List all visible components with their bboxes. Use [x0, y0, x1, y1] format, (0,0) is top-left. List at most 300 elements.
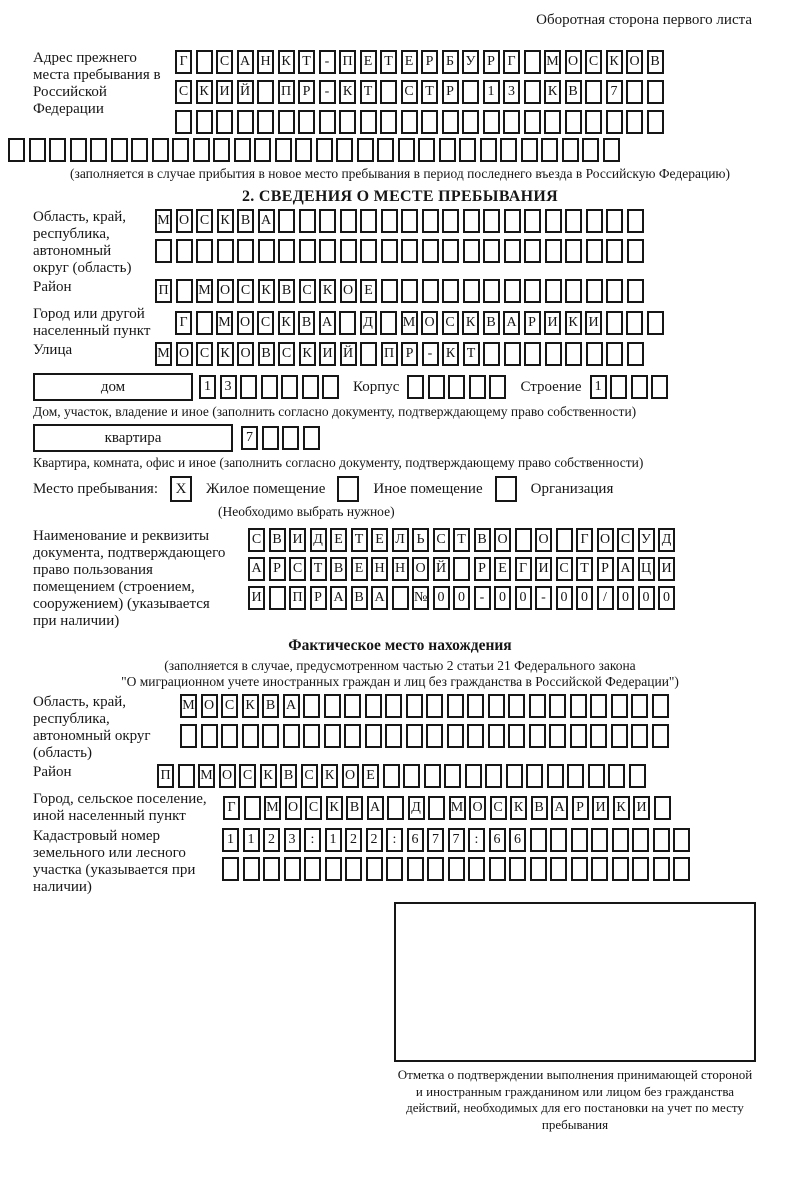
char-cell — [407, 857, 424, 881]
char-cell: П — [157, 764, 174, 788]
char-cell: К — [217, 209, 234, 233]
stay-option-label-other: Иное помещение — [373, 480, 483, 497]
char-cell — [281, 375, 298, 399]
char-cell: К — [278, 311, 295, 335]
korpus-boxes — [407, 375, 506, 399]
char-cell — [506, 764, 523, 788]
char-cell: В — [346, 796, 363, 820]
char-cell — [383, 764, 400, 788]
char-cell — [485, 764, 502, 788]
char-cell — [556, 528, 573, 552]
char-cell: О — [237, 311, 254, 335]
char-cell — [401, 110, 418, 134]
char-cell — [586, 342, 603, 366]
stay-option-label-organization: Организация — [530, 480, 614, 497]
char-cell — [632, 828, 649, 852]
char-cell — [653, 828, 670, 852]
char-cell — [339, 110, 356, 134]
char-cell: : — [304, 828, 321, 852]
actual-district-label: Район — [33, 764, 72, 780]
char-cell: А — [371, 586, 388, 610]
charbox-row — [222, 828, 690, 852]
char-cell: О — [597, 528, 614, 552]
actual-region-field — [33, 694, 800, 762]
char-cell: 1 — [199, 375, 216, 399]
char-cell — [631, 375, 648, 399]
char-cell — [550, 828, 567, 852]
char-cell: И — [633, 796, 650, 820]
char-cell — [8, 138, 25, 162]
char-cell — [647, 80, 664, 104]
char-cell: Г — [576, 528, 593, 552]
charbox-row — [175, 110, 664, 134]
char-cell: Р — [597, 557, 614, 581]
prev-address-boxes — [175, 50, 664, 134]
char-cell: И — [585, 311, 602, 335]
char-cell: П — [339, 50, 356, 74]
char-cell — [282, 426, 299, 450]
char-cell — [586, 279, 603, 303]
char-cell: П — [381, 342, 398, 366]
char-cell: П — [155, 279, 172, 303]
char-cell — [467, 694, 484, 718]
charbox-row — [248, 557, 675, 581]
char-cell — [357, 138, 374, 162]
char-cell — [626, 311, 643, 335]
char-cell: - — [319, 50, 336, 74]
char-cell: Е — [330, 528, 347, 552]
char-cell: В — [647, 50, 664, 74]
char-cell — [448, 857, 465, 881]
char-cell: С — [216, 50, 233, 74]
char-cell: В — [565, 80, 582, 104]
char-cell — [588, 764, 605, 788]
char-cell — [401, 279, 418, 303]
char-cell: Е — [494, 557, 511, 581]
char-cell — [565, 110, 582, 134]
char-cell: С — [196, 209, 213, 233]
char-cell: К — [339, 80, 356, 104]
char-cell: - — [535, 586, 552, 610]
charbox-row — [157, 764, 646, 788]
char-cell: Е — [360, 279, 377, 303]
char-cell — [526, 764, 543, 788]
char-cell: К — [462, 311, 479, 335]
cadastral-label: Кадастровый номер земельного или лесного участка (указывается при наличии) — [33, 828, 196, 895]
stay-option-checkbox-other — [337, 476, 359, 502]
char-cell — [263, 857, 280, 881]
char-cell: К — [260, 764, 277, 788]
char-cell: А — [330, 586, 347, 610]
char-cell — [465, 764, 482, 788]
char-cell: Н — [257, 50, 274, 74]
char-cell — [319, 110, 336, 134]
char-cell — [243, 857, 260, 881]
stamp-note: Отметка о подтверждении выполнения принимающей стороной и иностранным гражданином или лицом без гражданства действий, необходимых для его постановки на учет по месту пребывания — [397, 1067, 753, 1132]
char-cell — [325, 857, 342, 881]
char-cell: Й — [237, 80, 254, 104]
char-cell — [550, 857, 567, 881]
prev-address-field — [33, 50, 800, 134]
char-cell — [131, 138, 148, 162]
char-cell — [606, 342, 623, 366]
char-cell: : — [468, 828, 485, 852]
char-cell: О — [176, 342, 193, 366]
char-cell — [424, 764, 441, 788]
char-cell: 0 — [556, 586, 573, 610]
char-cell: Р — [401, 342, 418, 366]
char-cell — [234, 138, 251, 162]
char-cell: Р — [572, 796, 589, 820]
char-cell — [524, 110, 541, 134]
char-cell — [196, 239, 213, 263]
char-cell: Т — [298, 50, 315, 74]
char-cell: М — [401, 311, 418, 335]
char-cell — [193, 138, 210, 162]
char-cell: О — [340, 279, 357, 303]
char-cell — [489, 857, 506, 881]
char-cell: Е — [360, 50, 377, 74]
char-cell — [591, 857, 608, 881]
char-cell: А — [617, 557, 634, 581]
char-cell: И — [535, 557, 552, 581]
char-cell — [524, 279, 541, 303]
region-label: Область, край, республика, автономный округ (область) — [33, 209, 132, 276]
char-cell — [401, 239, 418, 263]
char-cell — [545, 239, 562, 263]
char-cell — [504, 342, 521, 366]
char-cell — [196, 110, 213, 134]
char-cell — [339, 311, 356, 335]
char-cell: И — [289, 528, 306, 552]
char-cell: О — [565, 50, 582, 74]
char-cell — [303, 724, 320, 748]
char-cell — [244, 796, 261, 820]
char-cell: В — [298, 311, 315, 335]
char-cell: П — [278, 80, 295, 104]
apartment-number-boxes — [241, 426, 320, 450]
char-cell — [196, 311, 213, 335]
char-cell — [524, 209, 541, 233]
char-cell — [336, 138, 353, 162]
apartment-note: Квартира, комната, офис и иное (заполнить согласно документу, подтверждающему право собственности) — [33, 455, 644, 470]
city-label: Город или другой населенный пункт — [33, 306, 151, 339]
char-cell — [530, 828, 547, 852]
char-cell — [462, 110, 479, 134]
actual-location-note-2: "О миграционном учете иностранных граждан и лиц без гражданства в Российской Федерации") — [121, 674, 679, 689]
char-cell: Й — [340, 342, 357, 366]
char-cell: 1 — [483, 80, 500, 104]
char-cell — [90, 138, 107, 162]
char-cell: М — [155, 342, 172, 366]
char-cell: О — [421, 311, 438, 335]
char-cell — [509, 857, 526, 881]
char-cell — [530, 857, 547, 881]
char-cell: К — [319, 279, 336, 303]
char-cell — [612, 828, 629, 852]
char-cell: 0 — [494, 586, 511, 610]
char-cell: Г — [175, 311, 192, 335]
char-cell — [545, 209, 562, 233]
char-cell — [176, 239, 193, 263]
house-number-boxes — [199, 375, 339, 399]
char-cell — [427, 857, 444, 881]
char-cell — [380, 80, 397, 104]
char-cell — [340, 209, 357, 233]
char-cell — [626, 80, 643, 104]
char-cell — [213, 138, 230, 162]
char-cell: Т — [380, 50, 397, 74]
char-cell — [567, 764, 584, 788]
char-cell — [627, 279, 644, 303]
char-cell — [483, 342, 500, 366]
char-cell — [176, 279, 193, 303]
char-cell: Т — [463, 342, 480, 366]
char-cell: 1 — [325, 828, 342, 852]
char-cell — [222, 857, 239, 881]
char-cell — [406, 724, 423, 748]
char-cell: - — [319, 80, 336, 104]
apartment-line — [33, 424, 800, 452]
char-cell: А — [258, 209, 275, 233]
char-cell: 3 — [220, 375, 237, 399]
char-cell — [483, 239, 500, 263]
char-cell — [652, 694, 669, 718]
char-cell — [303, 426, 320, 450]
char-cell: У — [638, 528, 655, 552]
char-cell — [221, 724, 238, 748]
char-cell: О — [237, 342, 254, 366]
char-cell — [381, 279, 398, 303]
char-cell: Д — [658, 528, 675, 552]
char-cell — [360, 342, 377, 366]
char-cell — [406, 694, 423, 718]
char-cell — [428, 796, 445, 820]
char-cell: О — [201, 694, 218, 718]
char-cell: А — [283, 694, 300, 718]
char-cell — [545, 342, 562, 366]
stroenie-label: Строение — [520, 378, 582, 395]
charbox-row — [222, 857, 690, 881]
char-cell: Ц — [638, 557, 655, 581]
stay-type-line — [33, 476, 800, 502]
char-cell: И — [248, 586, 265, 610]
char-cell — [570, 694, 587, 718]
char-cell — [585, 80, 602, 104]
char-cell — [180, 724, 197, 748]
char-cell — [422, 279, 439, 303]
charbox-row — [175, 80, 664, 104]
stay-option-checkbox-residential: X — [170, 476, 192, 502]
char-cell: И — [216, 80, 233, 104]
char-cell: Е — [351, 557, 368, 581]
char-cell: К — [442, 342, 459, 366]
ownership-document-boxes — [248, 528, 675, 610]
char-cell: С — [299, 279, 316, 303]
char-cell: С — [289, 557, 306, 581]
char-cell — [360, 239, 377, 263]
char-cell: М — [180, 694, 197, 718]
char-cell: М — [196, 279, 213, 303]
street-label: Улица — [33, 342, 73, 358]
char-cell: К — [258, 279, 275, 303]
char-cell: Р — [298, 80, 315, 104]
char-cell: О — [535, 528, 552, 552]
char-cell: В — [351, 586, 368, 610]
char-cell — [654, 796, 671, 820]
char-cell: М — [264, 796, 281, 820]
char-cell: Р — [442, 80, 459, 104]
char-cell — [627, 342, 644, 366]
char-cell — [426, 724, 443, 748]
char-cell — [442, 239, 459, 263]
char-cell — [201, 724, 218, 748]
char-cell: - — [422, 342, 439, 366]
char-cell: С — [556, 557, 573, 581]
char-cell — [295, 138, 312, 162]
char-cell: С — [175, 80, 192, 104]
char-cell — [447, 694, 464, 718]
char-cell: А — [237, 50, 254, 74]
char-cell — [529, 724, 546, 748]
char-cell — [172, 138, 189, 162]
char-cell — [240, 375, 257, 399]
char-cell — [380, 110, 397, 134]
char-cell: Р — [483, 50, 500, 74]
char-cell — [70, 138, 87, 162]
char-cell: 0 — [453, 586, 470, 610]
char-cell — [611, 694, 628, 718]
char-cell: Д — [310, 528, 327, 552]
char-cell — [503, 110, 520, 134]
char-cell — [257, 110, 274, 134]
char-cell — [626, 110, 643, 134]
char-cell: Р — [421, 50, 438, 74]
char-cell — [324, 694, 341, 718]
char-cell — [262, 724, 279, 748]
char-cell — [444, 764, 461, 788]
char-cell — [365, 724, 382, 748]
char-cell: В — [278, 279, 295, 303]
region-field — [33, 209, 800, 277]
char-cell — [278, 209, 295, 233]
char-cell — [468, 857, 485, 881]
region-boxes — [155, 209, 644, 263]
char-cell — [488, 694, 505, 718]
charbox-row — [155, 239, 644, 263]
char-cell: М — [449, 796, 466, 820]
char-cell: 0 — [658, 586, 675, 610]
char-cell — [500, 138, 517, 162]
charbox-row — [248, 528, 675, 552]
char-cell: К — [242, 694, 259, 718]
char-cell — [386, 857, 403, 881]
char-cell — [422, 239, 439, 263]
char-cell — [463, 209, 480, 233]
char-cell — [590, 724, 607, 748]
char-cell — [524, 80, 541, 104]
char-cell: Р — [269, 557, 286, 581]
char-cell: Е — [371, 528, 388, 552]
char-cell — [606, 311, 623, 335]
char-cell — [647, 311, 664, 335]
char-cell: Т — [360, 80, 377, 104]
stroenie-boxes — [590, 375, 669, 399]
char-cell: К — [510, 796, 527, 820]
char-cell: Д — [408, 796, 425, 820]
char-cell: 3 — [503, 80, 520, 104]
house-box-label: дом — [33, 373, 193, 401]
char-cell — [426, 694, 443, 718]
char-cell — [29, 138, 46, 162]
char-cell — [366, 857, 383, 881]
char-cell — [562, 138, 579, 162]
char-cell — [418, 138, 435, 162]
char-cell — [324, 724, 341, 748]
house-note: Дом, участок, владение и иное (заполнить согласно документу, подтверждающему право собственности) — [33, 404, 637, 419]
char-cell — [392, 586, 409, 610]
char-cell — [565, 209, 582, 233]
char-cell — [608, 764, 625, 788]
char-cell — [631, 694, 648, 718]
char-cell — [529, 694, 546, 718]
char-cell — [547, 764, 564, 788]
char-cell: 1 — [243, 828, 260, 852]
char-cell — [278, 239, 295, 263]
char-cell: В — [474, 528, 491, 552]
char-cell — [462, 80, 479, 104]
cadastral-field — [33, 828, 800, 896]
char-cell: А — [503, 311, 520, 335]
char-cell — [303, 694, 320, 718]
char-cell — [549, 694, 566, 718]
char-cell: 6 — [407, 828, 424, 852]
char-cell: К — [544, 80, 561, 104]
char-cell — [407, 375, 424, 399]
char-cell — [401, 209, 418, 233]
char-cell — [283, 724, 300, 748]
char-cell: Р — [524, 311, 541, 335]
char-cell: 1 — [590, 375, 607, 399]
actual-region-label: Область, край, республика, автономный округ (область) — [33, 694, 151, 761]
char-cell — [442, 279, 459, 303]
char-cell: Р — [474, 557, 491, 581]
char-cell: М — [544, 50, 561, 74]
char-cell: А — [367, 796, 384, 820]
char-cell: К — [299, 342, 316, 366]
char-cell: Л — [392, 528, 409, 552]
char-cell — [448, 375, 465, 399]
ownership-document-field — [33, 528, 800, 630]
char-cell — [524, 50, 541, 74]
char-cell: К — [321, 764, 338, 788]
char-cell — [254, 138, 271, 162]
char-cell — [586, 209, 603, 233]
char-cell: Г — [223, 796, 240, 820]
char-cell: К — [196, 80, 213, 104]
char-cell: К — [606, 50, 623, 74]
char-cell: 0 — [515, 586, 532, 610]
char-cell — [237, 110, 254, 134]
char-cell: Т — [453, 528, 470, 552]
char-cell — [381, 239, 398, 263]
char-cell — [304, 857, 321, 881]
char-cell — [284, 857, 301, 881]
char-cell — [652, 724, 669, 748]
char-cell — [469, 375, 486, 399]
prev-address-note: (заполняется в случае прибытия в новое место пребывания в период последнего въезда в Российскую Федерацию) — [69, 166, 731, 181]
char-cell — [344, 724, 361, 748]
